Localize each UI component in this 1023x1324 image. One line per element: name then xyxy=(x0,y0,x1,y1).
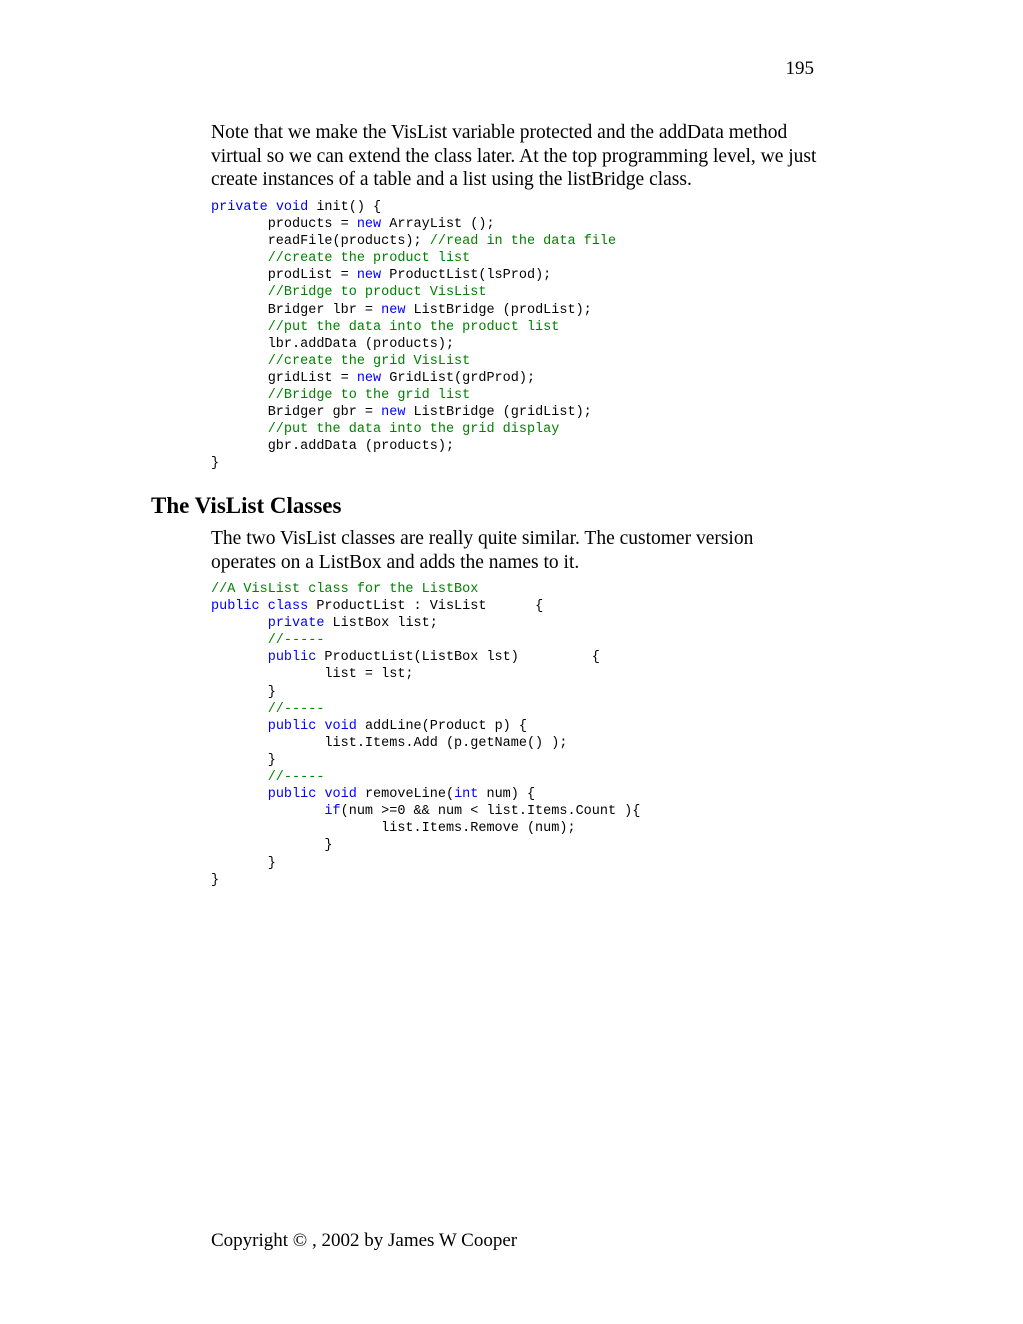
code-line xyxy=(211,387,616,404)
code-keyword: private xyxy=(211,200,268,215)
code-line xyxy=(211,837,640,854)
code-keyword: new xyxy=(356,370,382,386)
code-text: } xyxy=(211,752,276,768)
code-line xyxy=(211,820,640,837)
code-keyword: void xyxy=(275,200,309,215)
code-line xyxy=(211,267,616,284)
code-text: removeLine( xyxy=(356,787,455,803)
code-line xyxy=(211,666,640,683)
code-line xyxy=(211,615,640,632)
code-line xyxy=(211,199,616,216)
code-text: Bridger gbr = xyxy=(211,405,382,421)
code-line xyxy=(211,336,616,353)
code-keyword: void xyxy=(324,787,357,803)
code-line xyxy=(211,752,640,769)
code-text: lbr.addData (products); xyxy=(211,336,455,352)
code-text: num) { xyxy=(478,787,536,803)
code-text: gbr.addData (products); xyxy=(211,439,455,455)
code-text xyxy=(268,200,276,215)
code-line xyxy=(211,233,616,250)
code-text: } xyxy=(211,456,220,472)
intro-paragraph: Note that we make the VisList variable protected and the addData method virtual so we can extend the class later. At the top programming level, we just create instances of a table and a list using the listBridge class. xyxy=(211,122,817,190)
code-keyword: new xyxy=(356,217,382,233)
section-paragraph: The two VisList classes are really quite similar. The customer version operates on a ListBox and adds the names to it. xyxy=(211,528,754,573)
code-text: } xyxy=(211,855,276,871)
code-text: ListBox list; xyxy=(324,616,438,632)
code-line xyxy=(211,769,640,786)
page-number: 195 xyxy=(785,58,814,79)
code-text: ListBridge (gridList); xyxy=(405,405,592,421)
code-line xyxy=(211,872,640,889)
code-text: Bridger lbr = xyxy=(211,302,382,318)
code-line xyxy=(211,632,640,649)
code-text: } xyxy=(211,872,220,888)
section-heading: The VisList Classes xyxy=(151,493,342,518)
code-comment: //A VisList class for the ListBox xyxy=(211,582,479,597)
code-text: } xyxy=(211,838,333,854)
code-line xyxy=(211,598,640,615)
code-text xyxy=(211,804,324,819)
code-text: init() { xyxy=(308,200,382,215)
code-text xyxy=(211,616,268,631)
code-text xyxy=(211,787,268,802)
code-keyword: new xyxy=(381,405,406,421)
code-text: ArrayList (); xyxy=(381,217,495,233)
code-text: gridList = xyxy=(211,370,357,386)
code-comment: //put the data into the grid display xyxy=(211,422,560,438)
code-line xyxy=(211,438,616,455)
code-line xyxy=(211,718,640,735)
code-line xyxy=(211,803,640,820)
code-comment: //----- xyxy=(211,770,325,786)
code-line xyxy=(211,684,640,701)
code-line xyxy=(211,735,640,752)
code-block-init xyxy=(211,199,616,473)
code-line xyxy=(211,250,616,267)
code-line xyxy=(211,455,616,472)
code-line xyxy=(211,786,640,803)
code-line xyxy=(211,855,640,872)
code-line xyxy=(211,319,616,336)
code-keyword: void xyxy=(324,718,357,734)
code-keyword: class xyxy=(267,599,309,615)
code-text: } xyxy=(211,684,276,700)
code-keyword: public xyxy=(267,787,317,803)
code-line xyxy=(211,421,616,438)
code-line xyxy=(211,353,616,370)
copyright-footer: Copyright © , 2002 by James W Cooper xyxy=(211,1230,518,1251)
code-text: (num >=0 && num < list.Items.Count ){ xyxy=(340,804,641,820)
code-line xyxy=(211,404,616,421)
code-text: ProductList : VisList { xyxy=(308,599,544,615)
code-line xyxy=(211,302,616,319)
code-text: list = lst; xyxy=(211,667,414,683)
code-text xyxy=(211,650,268,665)
code-text: ListBridge (prodList); xyxy=(405,302,592,318)
code-text: prodList = xyxy=(211,268,357,284)
code-text: ProductList(lsProd); xyxy=(381,268,552,284)
code-comment: //put the data into the product list xyxy=(211,319,560,335)
code-text: readFile(products); xyxy=(211,234,430,250)
code-text: ProductList(ListBox lst) { xyxy=(316,650,600,666)
code-keyword: public xyxy=(267,650,317,666)
code-block-productlist xyxy=(211,581,640,889)
code-comment: //read in the data file xyxy=(429,234,617,250)
code-comment: //Bridge to product VisList xyxy=(211,285,487,301)
code-line xyxy=(211,284,616,301)
code-keyword: new xyxy=(381,302,406,318)
code-line xyxy=(211,370,616,387)
code-line xyxy=(211,581,640,598)
code-keyword: public xyxy=(267,718,317,734)
code-keyword: new xyxy=(356,268,382,284)
code-text xyxy=(211,719,268,734)
code-keyword: if xyxy=(324,804,341,820)
code-comment: //Bridge to the grid list xyxy=(211,388,471,404)
code-keyword: private xyxy=(267,616,325,632)
code-text xyxy=(260,599,268,614)
code-comment: //----- xyxy=(211,701,325,717)
code-line xyxy=(211,701,640,718)
code-text: list.Items.Add (p.getName() ); xyxy=(211,735,568,751)
code-line xyxy=(211,649,640,666)
code-text: GridList(grdProd); xyxy=(381,370,536,386)
code-comment: //----- xyxy=(211,633,325,649)
code-keyword: public xyxy=(211,599,260,615)
code-text: list.Items.Remove (num); xyxy=(211,821,576,837)
code-text: products = xyxy=(211,217,357,233)
code-comment: //create the product list xyxy=(211,251,471,267)
code-comment: //create the grid VisList xyxy=(211,353,471,369)
code-text: addLine(Product p) { xyxy=(356,718,527,734)
code-line xyxy=(211,216,616,233)
code-keyword: int xyxy=(454,787,479,803)
